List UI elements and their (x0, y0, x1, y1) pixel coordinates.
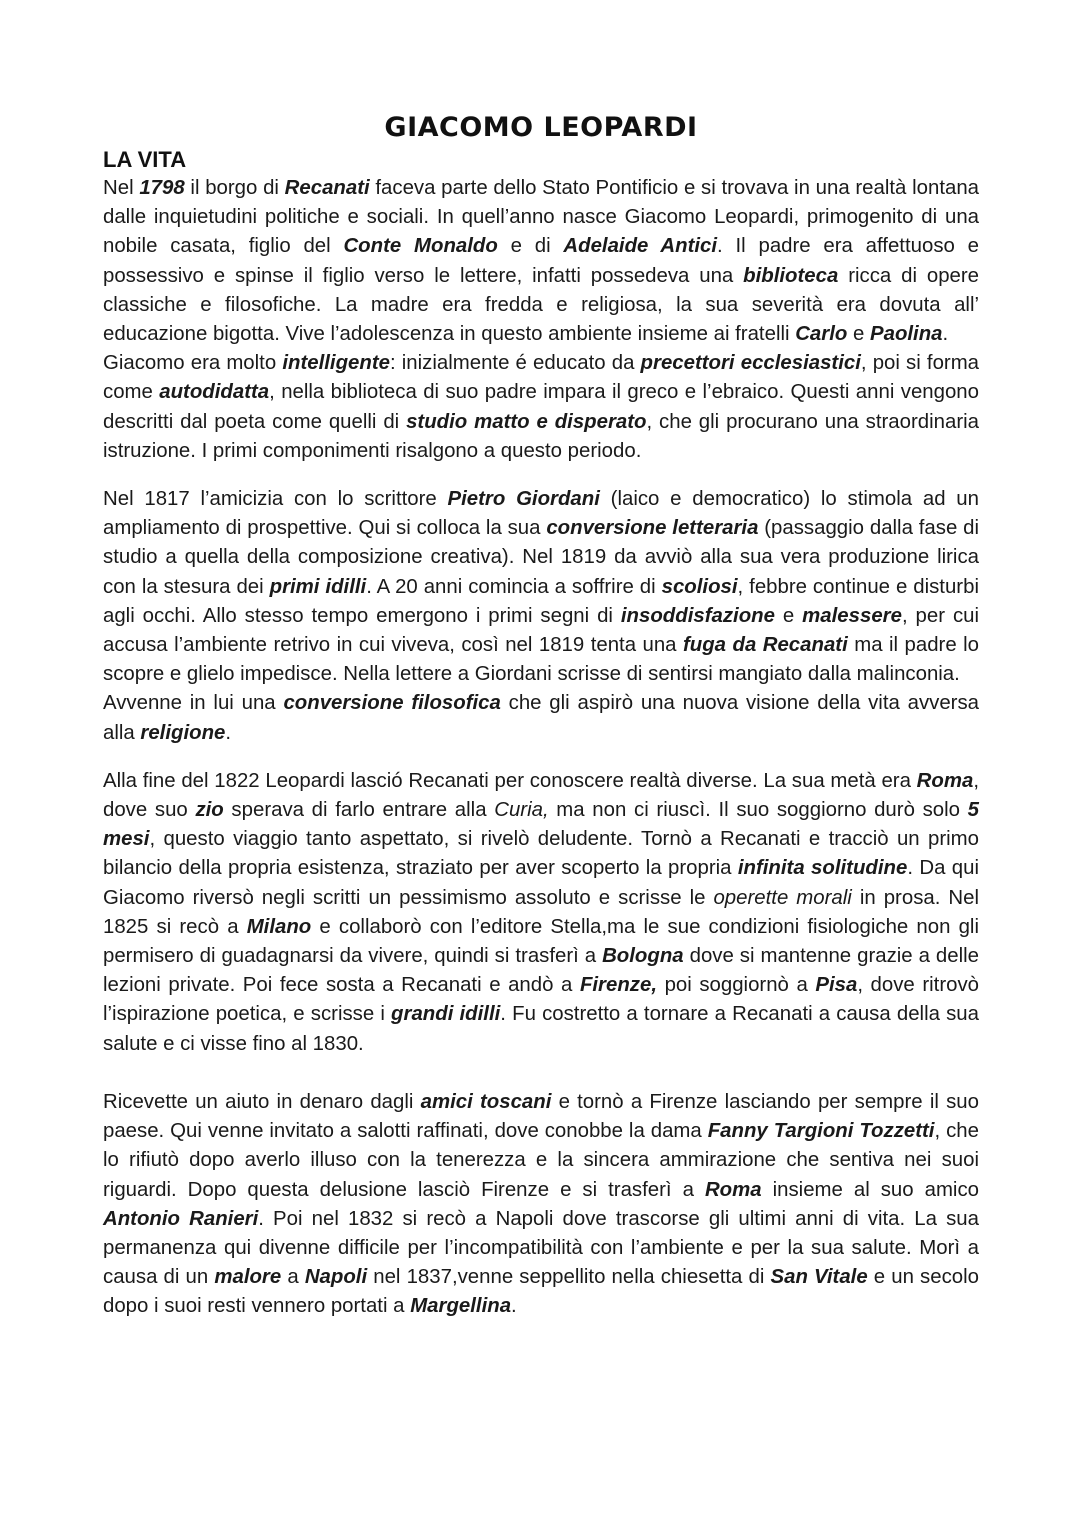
emphasis-text: Pietro Giordani (447, 488, 600, 511)
body-text: faceva parte dello Stato Pontificio e si trovava in una realtà lontana dalle inquietudini politiche e sociali. In quell’anno nasce Giacomo Leopardi, primogenito di una nobile casata, figlio del (103, 177, 980, 258)
body-text: sperava di farlo entrare alla (223, 799, 495, 822)
body-text: . Il padre era affettuoso e possessivo e spinse il figlio verso le lettere, infatti possedeva una (103, 235, 979, 287)
emphasis-text: zio (195, 799, 224, 822)
bold-keyword (771, 1266, 868, 1288)
bold-keyword (795, 323, 847, 345)
body-text: e tornò a Firenze lasciando per sempre il suo paese. Qui venne invitato a salotti raffinati, dove conobbe la dama (103, 1090, 979, 1143)
bold-keyword (283, 692, 500, 714)
emphasis-text: Margellina (410, 1295, 512, 1318)
emphasis-text: fuga da Recanati (682, 634, 848, 657)
bold-keyword (683, 634, 848, 656)
body-text: , che lo rifiutò dopo averlo illuso con la tenerezza e la sincera ammirazione che sentiva nei suoi riguardi. Dopo questa delusione lasciò Firenze e si trasferì a (103, 1120, 979, 1201)
italic-term: Curia, (494, 799, 549, 822)
emphasis-text: Paolina (870, 323, 943, 346)
bold-keyword (448, 488, 600, 510)
body-text: , dove suo (103, 769, 979, 822)
body-text: , per cui accusa l’ambiente retrivo in cui viveva, così nel 1819 tenta una (103, 604, 980, 657)
emphasis-text: conversione letteraria (546, 517, 759, 540)
body-text: ricca di opere classiche e filosofiche. La madre era fredda e religiosa, la sua severità era dovuta all’ educazione bigotta. Vive l’adolescenza in questo ambiente insieme ai fratelli (103, 264, 979, 346)
document-title: GIACOMO LEOPARDI (384, 112, 698, 143)
body-text: . A 20 anni comincia a soffrire di (366, 575, 662, 598)
emphasis-text: malessere (802, 604, 902, 627)
emphasis-text: infinita solitudine (737, 857, 908, 880)
paragraph-conversione-letteraria (103, 485, 979, 689)
emphasis-text: Pisa (815, 974, 858, 997)
bold-keyword (159, 381, 269, 403)
bold-keyword (738, 857, 907, 879)
bold-keyword (708, 1120, 935, 1142)
body-text: a (281, 1266, 305, 1289)
paragraph-formazione (103, 349, 979, 466)
bold-keyword (214, 1266, 281, 1288)
body-text: Nel (103, 177, 140, 199)
emphasis-text: Roma (704, 1178, 762, 1201)
body-text: (laico e democratico) lo stimola ad un ampliamento di prospettive. Qui si colloca la sua (103, 488, 979, 540)
body-text: e (774, 604, 803, 627)
body-text: . Poi nel 1832 si recò a Napoli dove trascorse gli ultimi anni di vita. La sua permanenza qui divenne difficile per l’incompatibilità con l’ambiente e per la sua salute. Morì a causa di un (103, 1207, 979, 1289)
emphasis-text: intelligente (282, 352, 390, 375)
document-page (103, 110, 979, 1322)
emphasis-text: studio matto e disperato (406, 410, 647, 433)
bold-keyword (391, 1003, 500, 1025)
bold-keyword (406, 411, 646, 433)
section-heading-la-vita: LA VITA (103, 147, 187, 172)
body-text: . Da qui Giacomo riversò negli scritti un pessimismo assoluto e scrisse le (103, 857, 979, 909)
paragraph-gap (103, 1059, 979, 1088)
emphasis-text: 5 mesi (103, 799, 979, 851)
bold-keyword (917, 770, 974, 792)
bold-keyword (641, 352, 861, 374)
bold-keyword (282, 352, 390, 374)
bold-keyword (410, 1295, 511, 1317)
bold-keyword (140, 722, 225, 744)
body-text: Alla fine del 1822 Leopardi lasció Recanati per conoscere realtà diverse. La sua metà era (103, 769, 917, 792)
bold-keyword (602, 945, 684, 967)
body-text: dove si mantenne grazie a delle lezioni private. Poi fece sosta a Recanati e andò a (103, 945, 979, 997)
body-text: insieme al suo amico (761, 1178, 979, 1201)
emphasis-text: amici toscani (420, 1090, 552, 1113)
body-text: . (225, 721, 232, 744)
body-text: (passaggio dalla fase di studio a quella della composizione creativa). Nel 1819 da avviò alla sua vera produzione lirica con la stesura dei (103, 517, 979, 598)
emphasis-text: grandi idilli (391, 1003, 501, 1026)
body-text: , che gli procurano una straordinaria istruzione. I primi componimenti risalgono a questo periodo. (103, 410, 979, 462)
emphasis-text: precettori ecclesiastici (640, 352, 861, 375)
body-text: , febbre continue e disturbi agli occhi. Allo stesso tempo emergono i primi segni di (103, 575, 979, 627)
body-text: Giacomo era molto (103, 352, 283, 375)
bold-keyword (621, 605, 775, 627)
emphasis-text: insoddisfazione (620, 604, 775, 627)
body-text: Avvenne in lui una (103, 692, 284, 715)
body-text: Nel 1817 l’amicizia con lo scrittore (103, 488, 448, 511)
emphasis-text: Fanny Targioni Tozzetti (707, 1120, 935, 1143)
emphasis-text: Roma (916, 769, 974, 792)
body-text: : inizialmente é educato da (389, 352, 641, 375)
bold-keyword (743, 265, 838, 287)
body-text: ma non ci riuscì. Il suo soggiorno durò solo (548, 799, 968, 822)
body-text: e di (497, 235, 564, 258)
bold-keyword (247, 916, 312, 938)
bold-keyword (343, 235, 497, 257)
paragraph-ultimi-anni (103, 1088, 979, 1322)
bold-keyword (103, 1208, 258, 1230)
emphasis-text: religione (140, 721, 226, 744)
emphasis-text: Recanati (284, 177, 370, 199)
emphasis-text: San Vitale (770, 1266, 868, 1289)
body-text: che gli aspirò una nuova visione della vita avversa alla (103, 692, 980, 744)
body-text: . (511, 1295, 517, 1318)
body-text: . (942, 323, 949, 346)
emphasis-text: Conte Monaldo (343, 235, 498, 258)
bold-keyword (305, 1266, 367, 1288)
emphasis-text: Antonio Ranieri (103, 1207, 259, 1230)
body-text: e (847, 323, 870, 346)
body-text: , nella biblioteca di suo padre impara il greco e l’ebraico. Questi anni vengono descritti dal poeta come quelli di (103, 381, 979, 433)
bold-keyword (195, 799, 223, 821)
body-text: , dove ritrovò l’ispirazione poetica, e scrisse i (103, 974, 979, 1026)
bold-keyword (421, 1091, 552, 1113)
emphasis-text: Carlo (795, 323, 848, 346)
emphasis-text: Napoli (304, 1266, 368, 1289)
body-text: nel 1837,venne seppellito nella chiesetta di (367, 1266, 771, 1289)
emphasis-text: Adelaide Antici (563, 235, 718, 258)
emphasis-text: scoliosi (661, 575, 738, 598)
paragraph-gap (103, 748, 979, 767)
paragraph-viaggi (103, 767, 979, 1059)
bold-keyword (870, 323, 943, 345)
body-text: poi soggiornò a (657, 974, 816, 997)
body-text: . Fu costretto a tornare a Recanati a causa della sua salute e ci visse fino al 1830. (103, 1003, 979, 1055)
emphasis-text: Milano (246, 915, 312, 938)
paragraph-conversione-filosofica (103, 689, 979, 747)
emphasis-text: conversione filosofica (283, 692, 501, 715)
body-text: , questo viaggio tanto aspettato, si rivelò deludente. Tornò a Recanati e tracciò un primo bilancio della propria esistenza, straziato per aver scoperto la propria (103, 828, 979, 880)
emphasis-text: Bologna (602, 945, 684, 968)
body-text: il borgo di (184, 177, 285, 199)
emphasis-text: 1798 (139, 177, 185, 199)
bold-keyword (563, 235, 717, 257)
bold-keyword (580, 974, 657, 996)
emphasis-text: primi idilli (269, 575, 367, 598)
body-text: Ricevette un aiuto in denaro dagli (103, 1090, 421, 1113)
bold-keyword (662, 576, 738, 598)
bold-keyword (285, 177, 370, 199)
bold-keyword (815, 974, 857, 996)
bold-keyword (270, 576, 367, 598)
bold-keyword (546, 517, 758, 539)
body-text: e collaborò con l’editore Stella,ma le sue condizioni fisiologiche non gli permisero di guadagnarsi da vivere, quindi si trasferì a (103, 915, 979, 968)
emphasis-text: biblioteca (743, 264, 839, 287)
body-text: in prosa. Nel 1825 si recò a (103, 886, 979, 938)
paragraph-nascita-famiglia (103, 174, 979, 349)
italic-term: operette morali (713, 886, 852, 909)
emphasis-text: autodidatta (159, 381, 270, 404)
paragraph-gap (103, 466, 979, 485)
bold-keyword (705, 1179, 762, 1201)
bold-keyword (802, 605, 902, 627)
emphasis-text: malore (214, 1266, 282, 1289)
body-text: , poi si forma come (103, 352, 980, 404)
body-text: e un secolo dopo i suoi resti vennero portati a (103, 1266, 980, 1318)
bold-keyword (139, 177, 184, 199)
body-text: ma il padre lo scopre e glielo impedisce. Nella lettere a Giordani scrisse di sentirsi mangiato dalla malinconia. (103, 634, 979, 686)
emphasis-text: Firenze, (579, 974, 657, 997)
